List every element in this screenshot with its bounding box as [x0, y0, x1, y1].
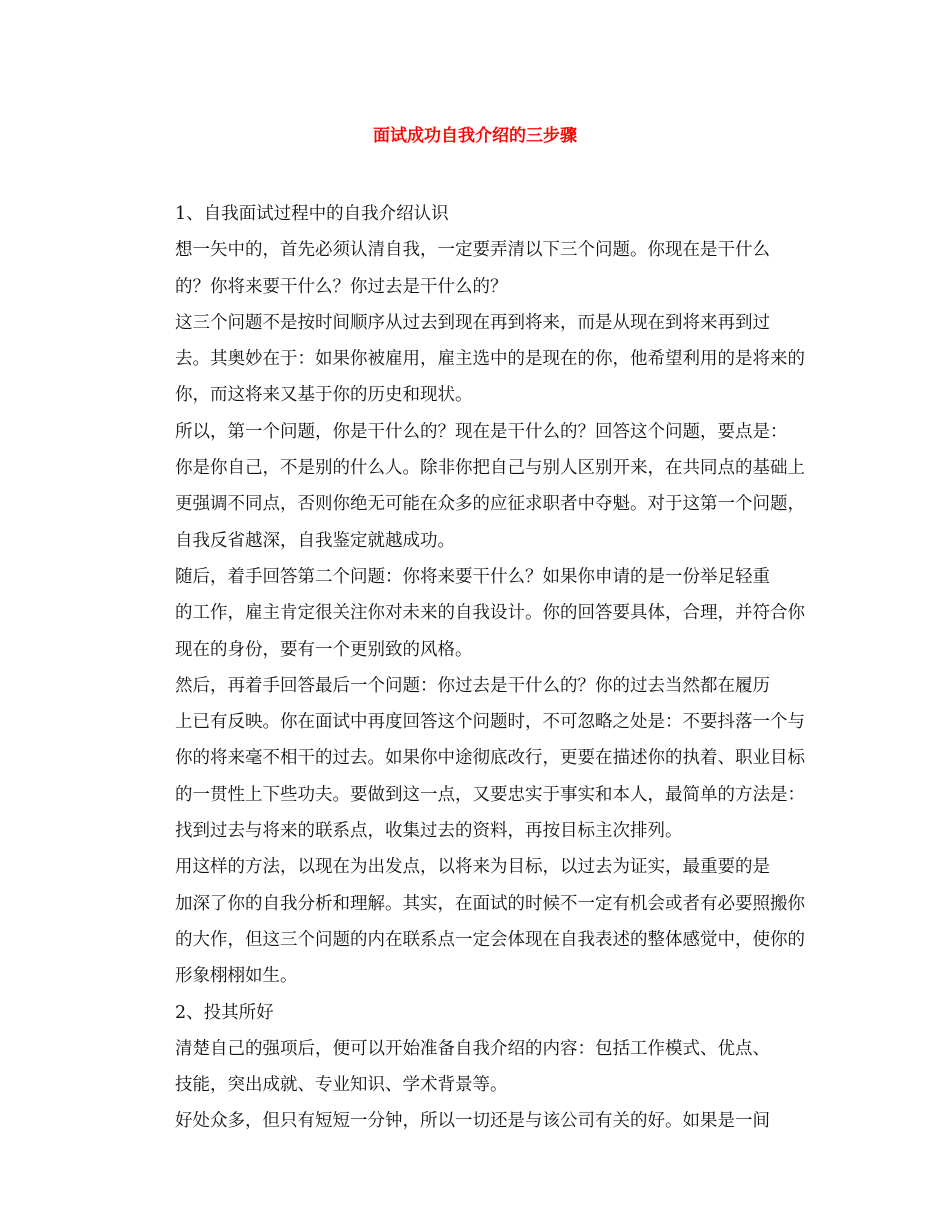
paragraph-line: 然后，再着手回答最后一个问题：你过去是干什么的？你的过去当然都在履历: [175, 675, 770, 696]
paragraph-line: 想一矢中的，首先必须认清自我，一定要弄清以下三个问题。你现在是干什么: [175, 240, 770, 261]
paragraph-line: 找到过去与将来的联系点，收集过去的资料，再按目标主次排列。: [175, 821, 683, 842]
paragraph-line: 用这样的方法，以现在为出发点，以将来为目标，以过去为证实，最重要的是: [175, 857, 770, 878]
paragraph: [140, 1031, 812, 1104]
paragraph: [140, 196, 812, 232]
paragraph-line: 所以，第一个问题，你是干什么的？现在是干什么的？回答这个问题，要点是：: [175, 421, 788, 442]
paragraph-line: 形象栩栩如生。: [175, 966, 298, 987]
paragraph-line: 随后，着手回答第二个问题：你将来要干什么？如果你申请的是一份举足轻重: [175, 566, 770, 587]
paragraph-line: 自我反省越深，自我鉴定就越成功。: [175, 530, 455, 551]
paragraph-line: 去。其奥妙在于：如果你被雇用，雇主选中的是现在的你，他希望利用的是将来的: [175, 349, 805, 370]
paragraph-line: 的大作，但这三个问题的内在联系点一定会体现在自我表述的整体感觉中，使你的: [175, 929, 805, 950]
paragraph-line: 的工作，雇主肯定很关注你对未来的自我设计。你的回答要具体，合理，并符合你: [175, 603, 805, 624]
paragraph: [140, 849, 812, 994]
paragraph: [140, 305, 812, 414]
paragraph-line: 你，而这将来又基于你的历史和现状。: [175, 385, 473, 406]
paragraph-line: 好处众多，但只有短短一分钟，所以一切还是与该公司有关的好。如果是一间: [175, 1111, 770, 1132]
paragraph-line: 上已有反映。你在面试中再度回答这个问题时，不可忽略之处是：不要抖落一个与: [175, 712, 805, 733]
paragraph: [140, 559, 812, 668]
paragraph-line: 加深了你的自我分析和理解。其实，在面试的时候不一定有机会或者有必要照搬你: [175, 893, 805, 914]
paragraph-line: 1、自我面试过程中的自我介绍认识: [175, 204, 449, 224]
document-title: 面试成功自我介绍的三步骤: [373, 126, 577, 146]
paragraph: [140, 668, 812, 849]
paragraph: [140, 995, 812, 1031]
paragraph-line: 你是你自己，不是别的什么人。除非你把自己与别人区别开来，在共同点的基础上: [175, 458, 805, 479]
paragraph: [140, 1103, 812, 1139]
paragraph-line: 2、投其所好: [175, 1002, 274, 1023]
paragraph-line: 这三个问题不是按时间顺序从过去到现在再到将来，而是从现在到将来再到过: [175, 312, 770, 333]
paragraph-line: 更强调不同点，否则你绝无可能在众多的应征求职者中夺魁。对于这第一个问题，: [175, 494, 805, 515]
paragraph-line: 现在的身份，要有一个更别致的风格。: [175, 639, 473, 660]
paragraph-line: 技能，突出成就、专业知识、学术背景等。: [175, 1075, 508, 1096]
paragraph: [140, 232, 812, 305]
paragraph-line: 的？你将来要干什么？你过去是干什么的？: [175, 276, 508, 297]
paragraph-line: 清楚自己的强项后，便可以开始准备自我介绍的内容：包括工作模式、优点、: [175, 1038, 770, 1059]
paragraph: [140, 414, 812, 559]
document-body: [140, 196, 812, 1140]
paragraph-line: 的一贯性上下些功夫。要做到这一点，又要忠实于事实和本人，最简单的方法是：: [175, 784, 805, 805]
paragraph-line: 你的将来毫不相干的过去。如果你中途彻底改行，更要在描述你的执着、职业目标: [175, 748, 805, 769]
